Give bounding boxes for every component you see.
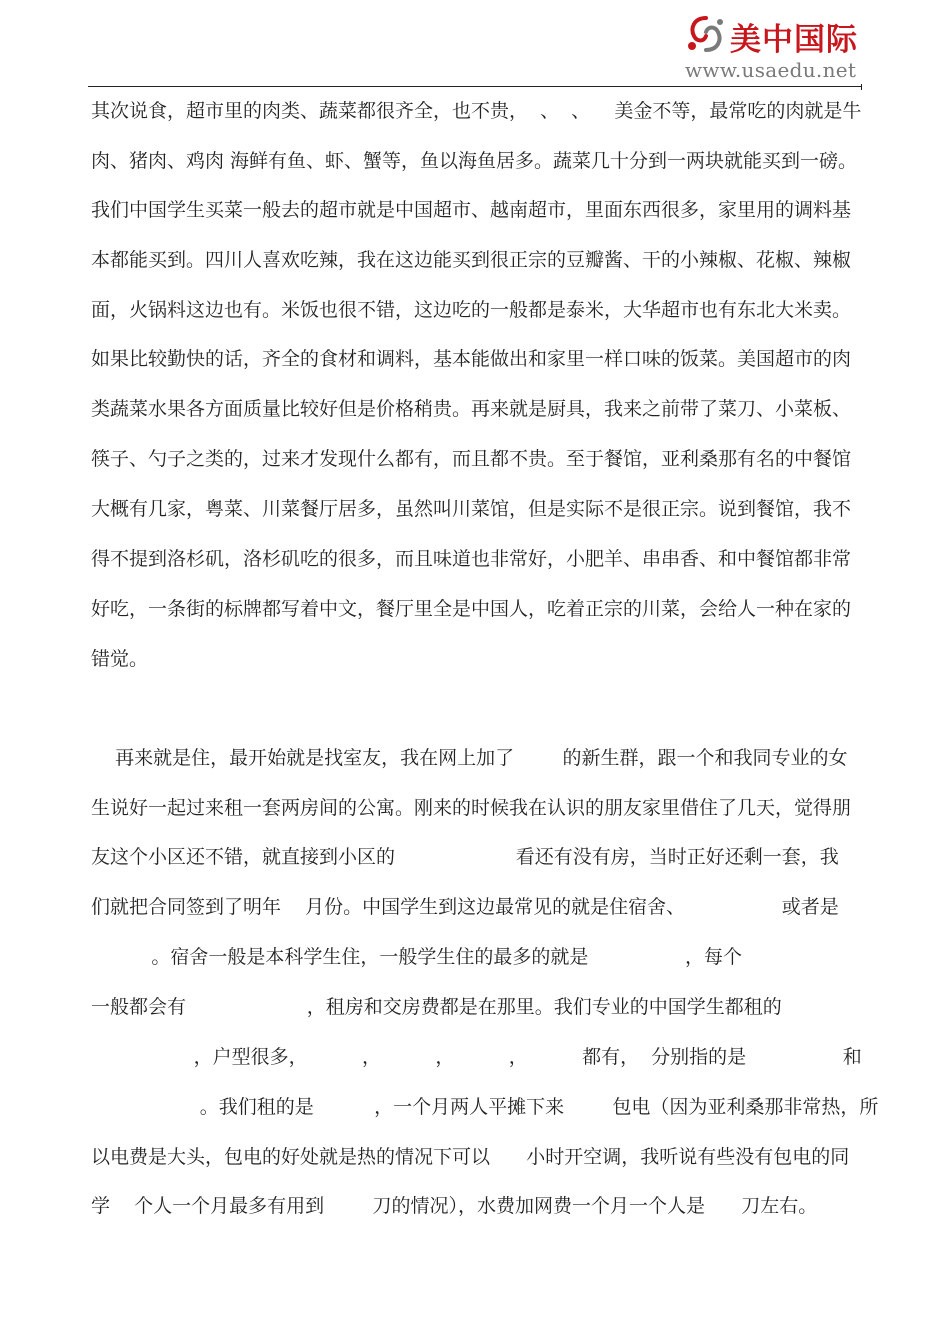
logo-url: www.usaedu.net	[685, 58, 857, 82]
text-line: 生说好一起过来租一套两房间的公寓。刚来的时候我在认识的朋友家里借住了几天，觉得朋	[91, 797, 852, 819]
text-line: 学 个人一个月最多有用到 刀的情况），水费加网费一个月一个人是 刀左右。	[91, 1195, 818, 1217]
header-divider	[88, 86, 862, 87]
text-line: 。我们租的是 ，一个月两人平摊下来 包电（因为亚利桑那非常热，所	[91, 1096, 879, 1118]
text-line: 其次说食，超市里的肉类、蔬菜都很齐全，也不贵， 、 、 美金不等，最常吃的肉就是牛	[91, 100, 862, 122]
text-line: 们就把合同签到了明年 月份。中国学生到这边最常见的就是住宿舍、 或者是	[91, 896, 839, 918]
logo-mark-icon	[684, 12, 728, 56]
text-line: 错觉。	[91, 648, 149, 670]
text-line: 以电费是大头，包电的好处就是热的情况下可以 小时开空调，我听说有些没有包电的同	[91, 1146, 850, 1168]
text-line: 面，火锅料这边也有。米饭也很不错，这边吃的一般都是泰米，大华超市也有东北大米卖。	[91, 299, 852, 321]
text-line: 类蔬菜水果各方面质量比较好但是价格稍贵。再来就是厨具，我来之前带了菜刀、小菜板、	[91, 398, 852, 420]
text-line: 再来就是住，最开始就是找室友，我在网上加了 的新生群，跟一个和我同专业的女	[91, 747, 848, 769]
text-line: 大概有几家，粤菜、川菜餐厅居多，虽然叫川菜馆，但是实际不是很正宗。说到餐馆，我不	[91, 498, 852, 520]
text-line: 我们中国学生买菜一般去的超市就是中国超市、越南超市，里面东西很多，家里用的调料基	[91, 199, 852, 221]
text-line: ，户型很多， ， ， ， 都有， 分别指的是 和	[91, 1046, 862, 1068]
text-line: 得不提到洛杉矶，洛杉矶吃的很多，而且味道也非常好，小肥羊、串串香、和中餐馆都非常	[91, 548, 852, 570]
text-line: 一般都会有 ，租房和交房费都是在那里。我们专业的中国学生都租的	[91, 996, 782, 1018]
text-line: 本都能买到。四川人喜欢吃辣，我在这边能买到很正宗的豆瓣酱、干的小辣椒、花椒、辣椒	[91, 249, 852, 271]
text-line: 肉、猪肉、鸡肉 海鲜有鱼、虾、蟹等，鱼以海鱼居多。蔬菜几十分到一两块就能买到一磅。	[91, 150, 858, 172]
text-line: 筷子、勺子之类的，过来才发现什么都有，而且都不贵。至于餐馆，亚利桑那有名的中餐馆	[91, 448, 852, 470]
text-line: 如果比较勤快的话，齐全的食材和调料，基本能做出和家里一样口味的饭菜。美国超市的肉	[91, 348, 852, 370]
logo	[680, 8, 870, 82]
logo-name: 美中国际	[730, 22, 858, 58]
text-line: 。宿舍一般是本科学生住，一般学生住的最多的就是 ，每个	[91, 946, 743, 968]
header-divider-tick	[861, 84, 862, 90]
text-line: 友这个小区还不错，就直接到小区的 看还有没有房，当时正好还剩一套，我	[91, 846, 839, 868]
text-line: 好吃，一条街的标牌都写着中文，餐厅里全是中国人，吃着正宗的川菜，会给人一种在家的	[91, 598, 852, 620]
